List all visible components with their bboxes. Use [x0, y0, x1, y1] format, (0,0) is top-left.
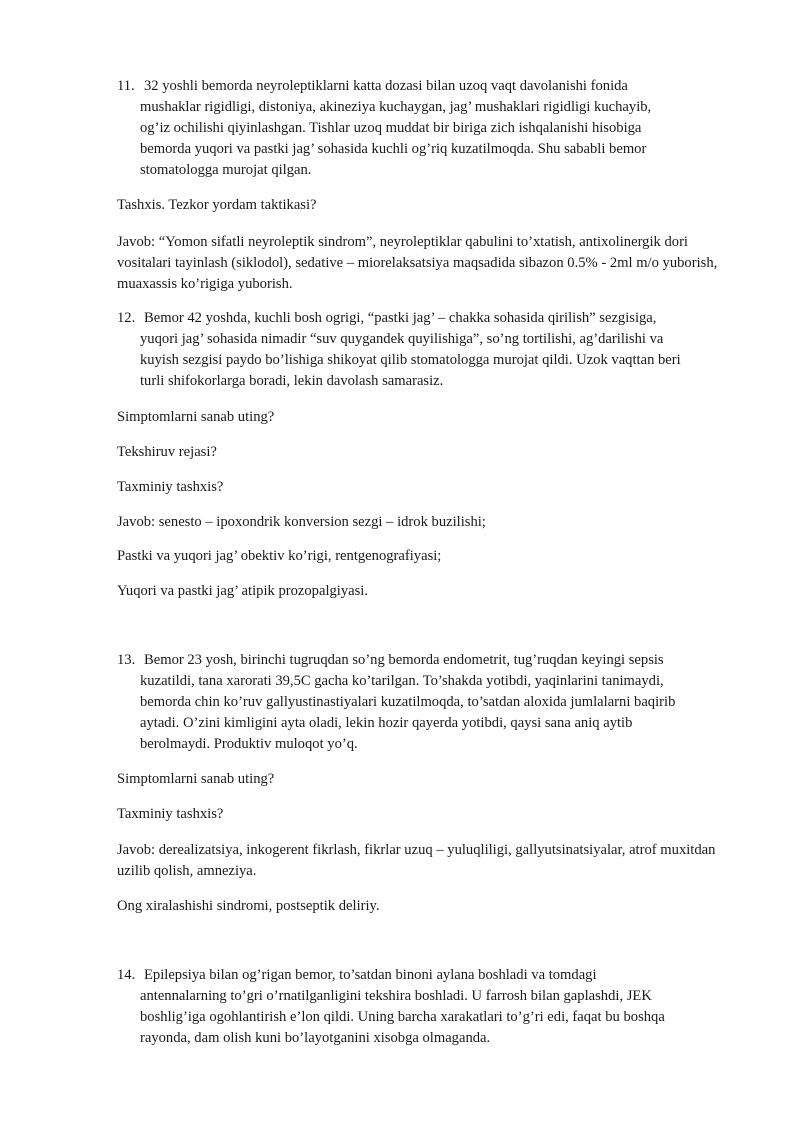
question-number: 11.: [117, 78, 135, 94]
question-line: mushaklar rigidligi, distoniya, akineziya kuchaygan, jag’ mushaklari rigidligi kuchayib,: [140, 99, 652, 115]
question-line: rayonda, dam olish kuni bo’layotganini xisobga olmaganda.: [140, 1030, 491, 1046]
question-line: berolmaydi. Produktiv muloqot yo’q.: [140, 736, 358, 752]
question-line: 32 yoshli bemorda neyroleptiklarni katta dozasi bilan uzoq vaqt davolanishi fonida: [144, 78, 628, 94]
prompt-text: Simptomlarni sanab uting?: [117, 409, 275, 425]
question-number: 14.: [117, 967, 136, 983]
question-line: kuyish sezgisi paydo bo’lishiga shikoyat qilib stomatologga murojat qildi. Uzok vaqttan beri: [140, 352, 681, 368]
question-line: Epilepsiya bilan og’rigan bemor, to’satdan binoni aylana boshladi va tomdagi: [144, 967, 597, 983]
prompt-text: Simptomlarni sanab uting?: [117, 771, 275, 787]
answer-line: Javob: senesto – ipoxondrik konversion sezgi – idrok buzilishi;: [117, 514, 486, 530]
question-line: yuqori jag’ sohasida nimadir “suv quygandek quyilishiga”, so’ng tortilishi, ag’darilishi va: [140, 331, 664, 347]
question-line: bemorda chin ko’ruv gallyustinastiyalari kuzatilmoqda, to’satdan aloxida jumlalarni baqirib: [140, 694, 676, 710]
question-number: 13.: [117, 652, 136, 668]
question-14: [117, 965, 742, 1049]
prompt-text: Tashxis. Tezkor yordam taktikasi?: [117, 197, 317, 213]
question-line: turli shifokorlarga boradi, lekin davolash samarasiz.: [140, 373, 444, 389]
answer-block: [117, 840, 742, 882]
question-line: aytadi. O’zini kimligini ayta oladi, lekin hozir qayerda yotibdi, qaysi sana aniq aytib: [140, 715, 633, 731]
answer-line: Javob: derealizatsiya, inkogerent fikrlash, fikrlar uzuq – yuluqliligi, gallyutsinatsiyalar, atrof: [117, 842, 657, 858]
question-11: [117, 76, 742, 181]
prompt-text: Tekshiruv rejasi?: [117, 444, 217, 460]
question-12: [117, 308, 742, 392]
question-line: kuzatildi, tana xarorati 39,5C gacha ko’tarilgan. To’shakda yotibdi, yaqinlarini tanimaydi,: [140, 673, 664, 689]
answer-line: dori vositalari tayinlash (siklodol), sedative – miorelaksatsiya maqsadida sibazon 0.5% - 2ml: [117, 234, 688, 271]
answer-line: Yuqori va pastki jag’ atipik prozopalgiyasi.: [117, 583, 369, 599]
question-13: [117, 650, 742, 755]
answer-line: Pastki va yuqori jag’ obektiv ko’rigi, rentgenografiyasi;: [117, 548, 442, 564]
prompt-text: Taxminiy tashxis?: [117, 479, 224, 495]
question-line: bemorda yuqori va pastki jag’ sohasida kuchli og’riq kuzatilmoqda. Shu sababli bemor: [140, 141, 647, 157]
question-line: antennalarning to’gri o’rnatilganligini tekshira boshladi. U farrosh bilan gaplashdi, JEK: [140, 988, 652, 1004]
question-number: 12.: [117, 310, 136, 326]
question-line: og’iz ochilishi qiyinlashgan. Tishlar uzoq muddat bir biriga zich ishqalanishi hisobiga: [140, 120, 642, 136]
question-line: stomatologga murojat qilgan.: [140, 162, 312, 178]
diagnosis-text: Ong xiralashishi sindromi, postseptik deliriy.: [117, 898, 380, 914]
question-line: Bemor 42 yoshda, kuchli bosh ogrigi, “pastki jag’ – chakka sohasida qirilish” sezgisiga,: [144, 310, 657, 326]
prompt-text: Taxminiy tashxis?: [117, 806, 224, 822]
question-line: boshlig’iga ogohlantirish e’lon qildi. Uning barcha xarakatlari to’g’ri edi, faqat bu boshqa: [140, 1009, 665, 1025]
answer-line: Javob: “Yomon sifatli neyroleptik sindrom”, neyroleptiklar qabulini to’xtatish, antixolinergik: [117, 234, 661, 250]
question-line: Bemor 23 yosh, birinchi tugruqdan so’ng bemorda endometrit, tug’ruqdan keyingi sepsis: [144, 652, 664, 668]
answer-line: muxitdan uzilib qolish, amneziya.: [117, 842, 716, 879]
answer-block: [117, 232, 742, 295]
answer-line: m/o yuborish, muaxassis ko’rigiga yuborish.: [117, 255, 718, 292]
